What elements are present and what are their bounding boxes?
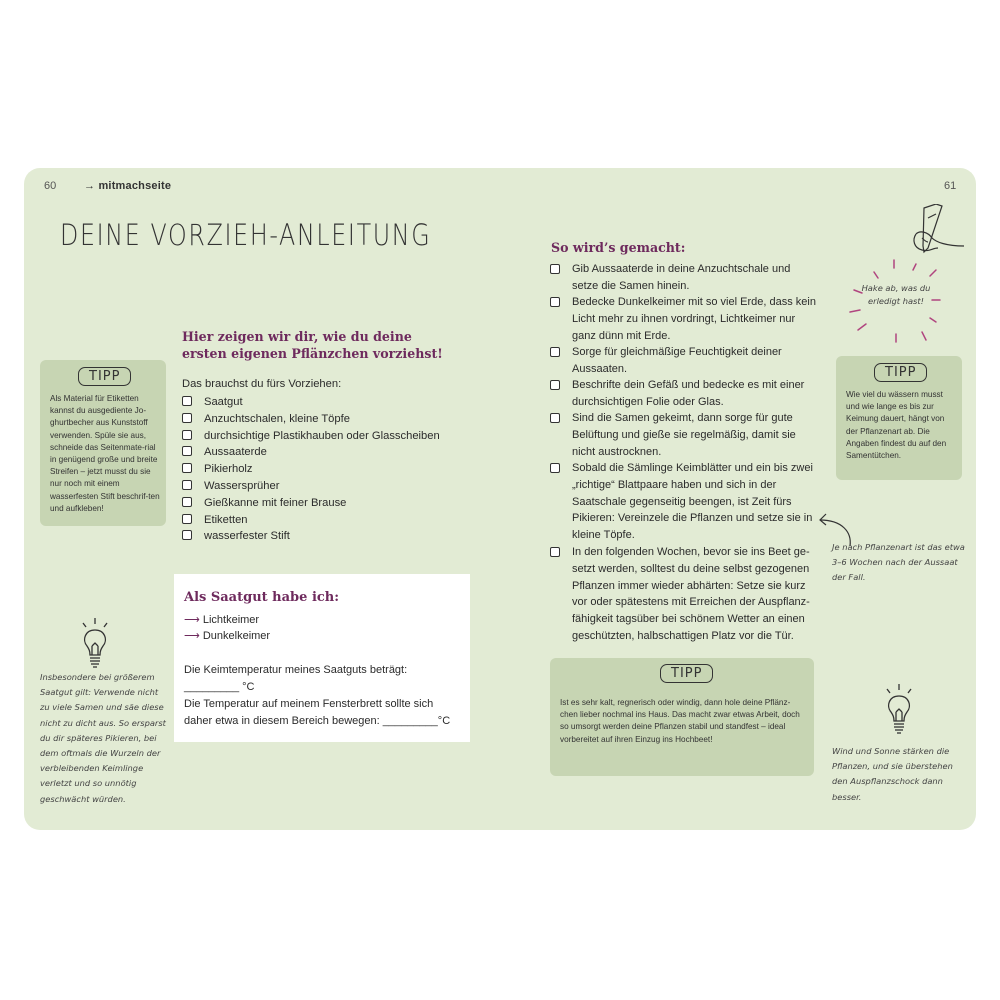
callout-check-off: Hake ab, was du erledigt hast!: [861, 283, 931, 306]
option-dunkelkeimer[interactable]: Dunkelkeimer: [202, 630, 271, 642]
lightbulb-icon: [78, 616, 112, 672]
checkbox[interactable]: [182, 514, 192, 524]
list-item: Bedecke Dunkelkeimer mit so viel Erde, dass kein Licht mehr zu ihnen vordringt, Lichtkeimer nur ganz dünn mit Erde.: [550, 294, 818, 344]
list-item: Aussaaterde: [182, 444, 440, 461]
list-item: Anzuchtschalen, kleine Töpfe: [182, 411, 440, 428]
checkbox[interactable]: [182, 497, 192, 507]
seed-info-box: [174, 574, 470, 742]
list-item: Sorge für gleichmäßige Feuchtigkeit deiner Aussaaten.: [550, 344, 818, 378]
tip-box-left: [40, 360, 166, 526]
steps-list: [550, 261, 820, 651]
tip-text-right: Wie viel du wässern musst und wie lange es bis zur Keimung dauert, hängt von der Pflanzenart ab. Die Angaben findest du auf den Samentütchen.: [846, 390, 947, 461]
temp-field-1[interactable]: _________ °C: [184, 681, 255, 693]
list-item: Gießkanne mit feiner Brause: [182, 495, 440, 512]
note-weeks: Je nach Pflanzenart ist das etwa 3–6 Wochen nach der Aussaat der Fall.: [832, 542, 965, 583]
lightbulb-icon: [882, 682, 916, 738]
list-item: Wassersprüher: [182, 478, 440, 495]
arrow-right-icon: ⟶: [184, 630, 200, 642]
list-item: Gib Aussaaterde in deine Anzuchtschale und setze die Samen hinein.: [550, 261, 818, 295]
intro-heading: Hier zeigen wir dir, wie du deine ersten eigenen Pflänzchen vorziehst!: [182, 329, 443, 361]
checkbox[interactable]: [182, 446, 192, 456]
note-seed-density: Insbesondere bei größerem Saatgut gilt: Verwende nicht zu viele Samen und säe diese nicht zu dicht aus. So ersparst du dir späteres Pikieren, bei dem oftmals die Wurzeln der verbleibenden Keimlinge verletzt und so unnötig geschwächt würden.: [40, 672, 166, 804]
page-title: DEINE VORZIEH-ANLEITUNG: [60, 218, 432, 252]
list-item: Sind die Samen gekeimt, dann sorge für gute Belüftung und gieße sie regelmäßig, damit sie nicht austrocknen.: [550, 410, 818, 460]
checkbox[interactable]: [182, 530, 192, 540]
arrow-right-icon: ⟶: [184, 614, 200, 626]
checkbox[interactable]: [550, 463, 560, 473]
seed-options: [184, 612, 270, 644]
tip-text-left: Als Material für Etiketten kannst du ausgediente Jo-ghurtbecher aus Kunststoff verwenden. Spüle sie aus, schneide das Seitenmate-rial in genügend große und breite Streifen – jetzt musst du sie nur noch mit einem wasserfesten Stift beschrif-ten und aufkleben!: [50, 394, 160, 513]
seed-box-heading: Als Saatgut habe ich:: [184, 590, 340, 605]
checkbox[interactable]: [550, 297, 560, 307]
temperature-fields: Die Keimtemperatur meines Saatguts beträgt: _________ °C Die Temperatur auf meinem Fensterbrett sollte sich daher etwa in diesem Bereich bewegen: _________°C: [184, 662, 450, 730]
materials-list: [182, 394, 440, 545]
note-wind-sun: Wind und Sonne stärken die Pflanzen, und sie überstehen den Auspflanzschock dann besser.: [832, 746, 953, 802]
materials-lead: Das brauchst du fürs Vorziehen:: [182, 378, 342, 390]
list-item: Etiketten: [182, 512, 440, 529]
page-number-left: 60: [44, 180, 57, 192]
steps-heading: So wird’s gemacht:: [551, 240, 686, 255]
checkbox[interactable]: [182, 463, 192, 473]
checkbox[interactable]: [550, 347, 560, 357]
checkbox[interactable]: [550, 380, 560, 390]
tip-text-bottom: Ist es sehr kalt, regnerisch oder windig, dann hole deine Pflänz-chen lieber nochmal ins Haus. Das macht zwar etwas Arbeit, doch so umsorgt werden deine Pflanzen stabil und standfest – ideal vorbereitet auf ihren Einzug ins Hochbeet!: [560, 698, 800, 744]
page-number-right: 61: [944, 180, 957, 192]
tip-box-bottom: [550, 658, 814, 776]
checkbox[interactable]: [182, 430, 192, 440]
tipp-label: TIPP: [874, 363, 927, 382]
checkbox[interactable]: [550, 264, 560, 274]
list-item: Pikierholz: [182, 461, 440, 478]
checkbox[interactable]: [182, 480, 192, 490]
list-item: Sobald die Sämlinge Keimblätter und ein bis zwei „richtige“ Blattpaare haben und sich in der Saatschale gegenseitig beengen, ist Zeit fürs Pikieren: Vereinzele die Pflanzen und setze sie in kleine Töpfe.: [550, 460, 818, 544]
list-item: Beschrifte dein Gefäß und bedecke es mit einer durchsichtigen Folie oder Glas.: [550, 377, 818, 411]
tipp-label: TIPP: [78, 367, 131, 386]
list-item: durchsichtige Plastikhauben oder Glasscheiben: [182, 428, 440, 445]
checkbox[interactable]: [182, 413, 192, 423]
checkbox[interactable]: [550, 413, 560, 423]
checkbox[interactable]: [550, 547, 560, 557]
list-item: Saatgut: [182, 394, 440, 411]
checkbox[interactable]: [182, 396, 192, 406]
list-item: In den folgenden Wochen, bevor sie ins Beet ge-setzt werden, solltest du deine selbst gezogenen Pflanzen immer wieder abhärten: Setze sie kurz vor oder spätestens mit Erreichen der Auspflanz-fähigkeit tagsüber bei schönem Wetter an einen geschützten, halbschattigen Platz vor die Tür.: [550, 544, 818, 645]
option-lichtkeimer[interactable]: Lichtkeimer: [202, 614, 260, 626]
list-item: wasserfester Stift: [182, 528, 440, 545]
tip-box-right: [836, 356, 962, 480]
tipp-label: TIPP: [660, 664, 713, 683]
section-label: → mitmachseite: [84, 180, 172, 192]
temp-field-2[interactable]: daher etwa in diesem Bereich bewegen: _________°C: [184, 715, 451, 727]
book-spread: [24, 168, 976, 830]
